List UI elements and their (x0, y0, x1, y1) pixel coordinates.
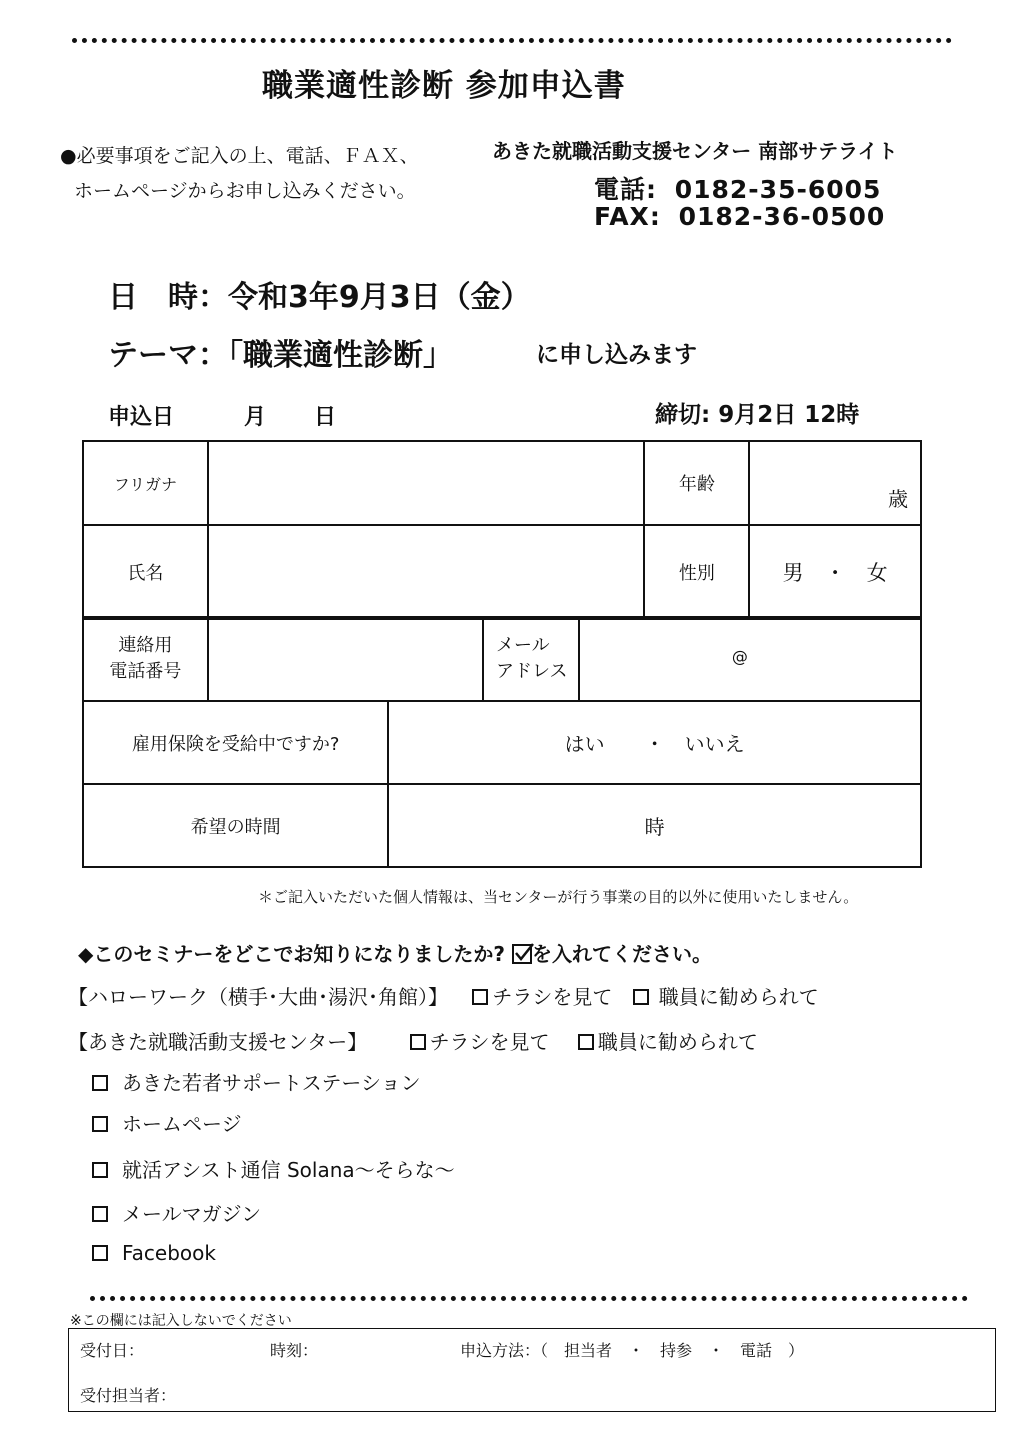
name-field[interactable] (208, 525, 645, 619)
privacy-note: ＊ご記入いただいた個人情報は、当センターが行う事業の目的以外に使用いたしません。 (258, 888, 859, 906)
survey-item-homepage[interactable] (92, 1108, 242, 1137)
checkbox-icon[interactable] (92, 1162, 108, 1178)
furigana-field[interactable] (208, 441, 645, 525)
mail-label-line-2: アドレス (495, 661, 568, 682)
hellowork-option-flyer[interactable] (472, 985, 612, 1009)
survey-item-label: メールマガジン (122, 1202, 262, 1226)
checkbox-icon[interactable] (92, 1075, 108, 1091)
theme-label: テーマ： (108, 338, 228, 373)
office-staff: 受付担当者： (80, 1386, 177, 1405)
time-field[interactable] (388, 784, 921, 867)
survey-item-label: Facebook (122, 1241, 216, 1265)
deadline: 締切: 9月2日 12時 (655, 402, 860, 428)
time-label: 希望の時間 (83, 784, 388, 867)
survey-question (78, 938, 712, 967)
checked-box-icon (512, 944, 532, 964)
center-option-staff-label: 職員に勧められて (597, 1030, 758, 1054)
survey-item-label: ホームページ (122, 1112, 242, 1136)
hellowork-option-staff-label: 職員に勧められて (658, 985, 819, 1009)
application-form-bottom (82, 700, 922, 868)
top-divider (72, 38, 952, 43)
contact-tel (594, 170, 881, 206)
phone-label-line-2: 電話番号 (109, 661, 182, 682)
intro-line-2: ホームページからお申し込みください。 (74, 180, 416, 202)
fax-number: 0182-36-0500 (678, 202, 886, 231)
application-form-top (82, 440, 922, 620)
mail-label (483, 617, 579, 701)
apply-day: 日 (314, 405, 337, 430)
checkbox-icon[interactable] (92, 1206, 108, 1222)
office-time: 時刻： (270, 1341, 319, 1360)
tel-label: 電話: (594, 175, 657, 204)
checkbox-icon[interactable] (472, 989, 488, 1005)
fax-label: FAX: (594, 202, 661, 231)
insurance-options[interactable]: はい ・ いいえ (388, 701, 921, 784)
office-note: ※この欄には記入しないでください (70, 1313, 292, 1329)
contact-org: あきた就職活動支援センター 南部サテライト (492, 139, 898, 163)
bottom-divider (90, 1296, 968, 1301)
phone-field[interactable] (208, 617, 483, 701)
survey-item-support-station[interactable] (92, 1067, 421, 1096)
checkbox-icon[interactable] (92, 1245, 108, 1261)
checkbox-icon[interactable] (410, 1034, 426, 1050)
insurance-label: 雇用保険を受給中ですか? (83, 701, 388, 784)
event-theme (108, 330, 453, 374)
checkbox-icon[interactable] (578, 1034, 594, 1050)
theme-value: 「職業適性診断」 (228, 338, 453, 373)
age-field[interactable] (749, 441, 921, 525)
time-unit: 時 (644, 815, 665, 839)
center-option-flyer-label: チラシを見て (429, 1030, 550, 1054)
apply-month: 月 (244, 405, 267, 430)
hellowork-row (68, 981, 819, 1010)
mail-label-line-1: メール (495, 635, 550, 656)
page-title: 職業適性診断 参加申込書 (262, 68, 626, 104)
survey-item-label: あきた若者サポートステーション (122, 1071, 421, 1095)
event-date (108, 272, 531, 316)
age-unit: 歳 (888, 487, 908, 511)
mail-field[interactable] (579, 617, 921, 701)
question-suffix: を入れてください。 (531, 942, 712, 966)
furigana-label: フリガナ (83, 441, 208, 525)
phone-label-line-1: 連絡用 (118, 635, 173, 656)
center-option-staff[interactable] (578, 1030, 758, 1054)
name-label: 氏名 (83, 525, 208, 619)
tel-number: 0182-35-6005 (674, 175, 882, 204)
center-option-flyer[interactable] (410, 1030, 550, 1054)
checkbox-icon[interactable] (633, 989, 649, 1005)
apply-date-label: 申込日 (108, 405, 175, 430)
survey-item-facebook[interactable] (92, 1241, 216, 1265)
at-sign: @ (731, 646, 748, 666)
date-value: 令和3年9月3日（金） (228, 280, 531, 315)
contact-fax (594, 202, 885, 231)
gender-options[interactable]: 男 ・ 女 (749, 525, 921, 619)
hellowork-label: 【ハローワーク（横手･大曲･湯沢･角館）】 (68, 985, 448, 1009)
office-received-date: 受付日： (80, 1341, 145, 1360)
survey-item-mail-magazine[interactable] (92, 1198, 261, 1227)
theme-suffix: に申し込みます (536, 342, 697, 368)
checkbox-icon[interactable] (92, 1116, 108, 1132)
hellowork-option-staff[interactable] (633, 985, 819, 1009)
hellowork-option-flyer-label: チラシを見て (492, 985, 613, 1009)
date-label: 日 時： (108, 280, 228, 315)
gender-label: 性別 (644, 525, 749, 619)
survey-item-solana[interactable] (92, 1154, 455, 1183)
center-label: 【あきた就職活動支援センター】 (68, 1030, 368, 1054)
question-prefix: ◆このセミナーをどこでお知りになりましたか? (78, 942, 505, 966)
office-method: 申込方法：（ 担当者 ・ 持参 ・ 電話 ） (460, 1341, 805, 1360)
age-label: 年齢 (644, 441, 749, 525)
center-row (68, 1026, 758, 1055)
intro-line-1: ●必要事項をご記入の上、電話、ＦＡＸ、 (60, 145, 419, 167)
application-form-contact (82, 616, 922, 702)
phone-label (83, 617, 208, 701)
survey-item-label: 就活アシスト通信 Solana～そらな～ (122, 1158, 455, 1182)
